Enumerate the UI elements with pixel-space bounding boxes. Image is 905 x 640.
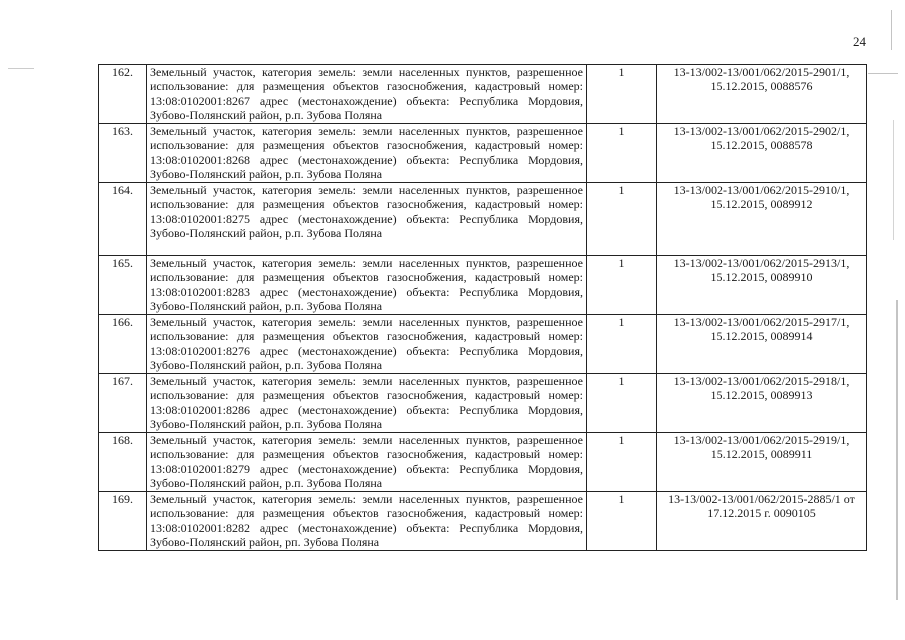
- row-quantity: 1: [587, 374, 657, 433]
- row-description: Земельный участок, категория земель: земли населенных пунктов, разрешенное использование: для размещения объектов газоснобжения, кадастровый номер: 13:08:0102001:8268 адрес (местонахождение) объекта: Республика Мордовия, Зубово-Полянский район, р.п. Зубова Поляна: [147, 124, 587, 183]
- row-quantity: 1: [587, 65, 657, 124]
- row-registration: 13-13/002-13/001/062/2015-2918/1, 15.12.2015, 0089913: [657, 374, 867, 433]
- scan-artifact-line: [891, 10, 892, 50]
- row-quantity: 1: [587, 124, 657, 183]
- row-description: Земельный участок, категория земель: земли населенных пунктов, разрешенное использование: для размещения объектов газоснобжения, кадастровый номер: 13:08:0102001:8276 адрес (местонахождение) объекта: Республика Мордовия, Зубово-Полянский район, р.п. Зубова Поляна: [147, 315, 587, 374]
- row-number: 164.: [99, 183, 147, 256]
- row-quantity: 1: [587, 315, 657, 374]
- row-registration: 13-13/002-13/001/062/2015-2902/1, 15.12.2015, 0088578: [657, 124, 867, 183]
- row-number: 168.: [99, 433, 147, 492]
- row-number: 162.: [99, 65, 147, 124]
- row-description: Земельный участок, категория земель: земли населенных пунктов, разрешенное использование: для размещения объектов газоснобжения, кадастровый номер: 13:08:0102001:8286 адрес (местонахождение) объекта: Республика Мордовия, Зубово-Полянский район, р.п. Зубова Поляна: [147, 374, 587, 433]
- row-quantity: 1: [587, 256, 657, 315]
- row-registration: 13-13/002-13/001/062/2015-2885/1 от 17.12.2015 г. 0090105: [657, 492, 867, 551]
- table-row: [99, 256, 867, 315]
- scan-artifact-line: [893, 120, 894, 240]
- table-row: [99, 124, 867, 183]
- table-row: [99, 183, 867, 256]
- scan-artifact-line: [896, 300, 898, 600]
- table-row: [99, 492, 867, 551]
- row-number: 163.: [99, 124, 147, 183]
- row-description: Земельный участок, категория земель: земли населенных пунктов, разрешенное использование: для размещения объектов газоснобжения, кадастровый номер: 13:08:0102001:8267 адрес (местонахождение) объекта: Республика Мордовия, Зубово-Полянский район, р.п. Зубова Поляна: [147, 65, 587, 124]
- table-row: [99, 65, 867, 124]
- row-registration: 13-13/002-13/001/062/2015-2910/1, 15.12.2015, 0089912: [657, 183, 867, 256]
- row-description: Земельный участок, категория земель: земли населенных пунктов, разрешенное использование: для размещения объектов газоснобжения, кадастровый номер: 13:08:0102001:8282 адрес (местонахождение) объекта: Республика Мордовия, Зубово-Полянский район, рп. Зубова Поляна: [147, 492, 587, 551]
- table-row: [99, 315, 867, 374]
- row-number: 165.: [99, 256, 147, 315]
- scan-artifact-line: [868, 73, 898, 74]
- row-description: Земельный участок, категория земель: земли населенных пунктов, разрешенное использование: для размещения объектов газоснобжения, кадастровый номер: 13:08:0102001:8275 адрес (местонахождение) объекта: Республика Мордовия, Зубово-Полянский район, р.п. Зубова Поляна: [147, 183, 587, 256]
- row-description: Земельный участок, категория земель: земли населенных пунктов, разрешенное использование: для размещения объектов газоснобжения, кадастровый номер: 13:08:0102001:8279 адрес (местонахождение) объекта: Республика Мордовия, Зубово-Полянский район, р.п. Зубова Поляна: [147, 433, 587, 492]
- row-quantity: 1: [587, 492, 657, 551]
- row-quantity: 1: [587, 433, 657, 492]
- row-number: 169.: [99, 492, 147, 551]
- row-description: Земельный участок, категория земель: земли населенных пунктов, разрешенное использование: для размещения объектов газоснобжения, кадастровый номер: 13:08:0102001:8283 адрес (местонахождение) объекта: Республика Мордовия, Зубово-Полянский район, р.п. Зубова Поляна: [147, 256, 587, 315]
- row-number: 167.: [99, 374, 147, 433]
- property-registry-table: [98, 64, 867, 551]
- row-registration: 13-13/002-13/001/062/2015-2901/1, 15.12.2015, 0088576: [657, 65, 867, 124]
- table-row: [99, 374, 867, 433]
- row-quantity: 1: [587, 183, 657, 256]
- page-number: 24: [853, 34, 866, 49]
- table-row: [99, 433, 867, 492]
- row-registration: 13-13/002-13/001/062/2015-2917/1, 15.12.2015, 0089914: [657, 315, 867, 374]
- row-number: 166.: [99, 315, 147, 374]
- row-registration: 13-13/002-13/001/062/2015-2919/1, 15.12.2015, 0089911: [657, 433, 867, 492]
- row-registration: 13-13/002-13/001/062/2015-2913/1, 15.12.2015, 0089910: [657, 256, 867, 315]
- scan-artifact-line: [8, 68, 34, 69]
